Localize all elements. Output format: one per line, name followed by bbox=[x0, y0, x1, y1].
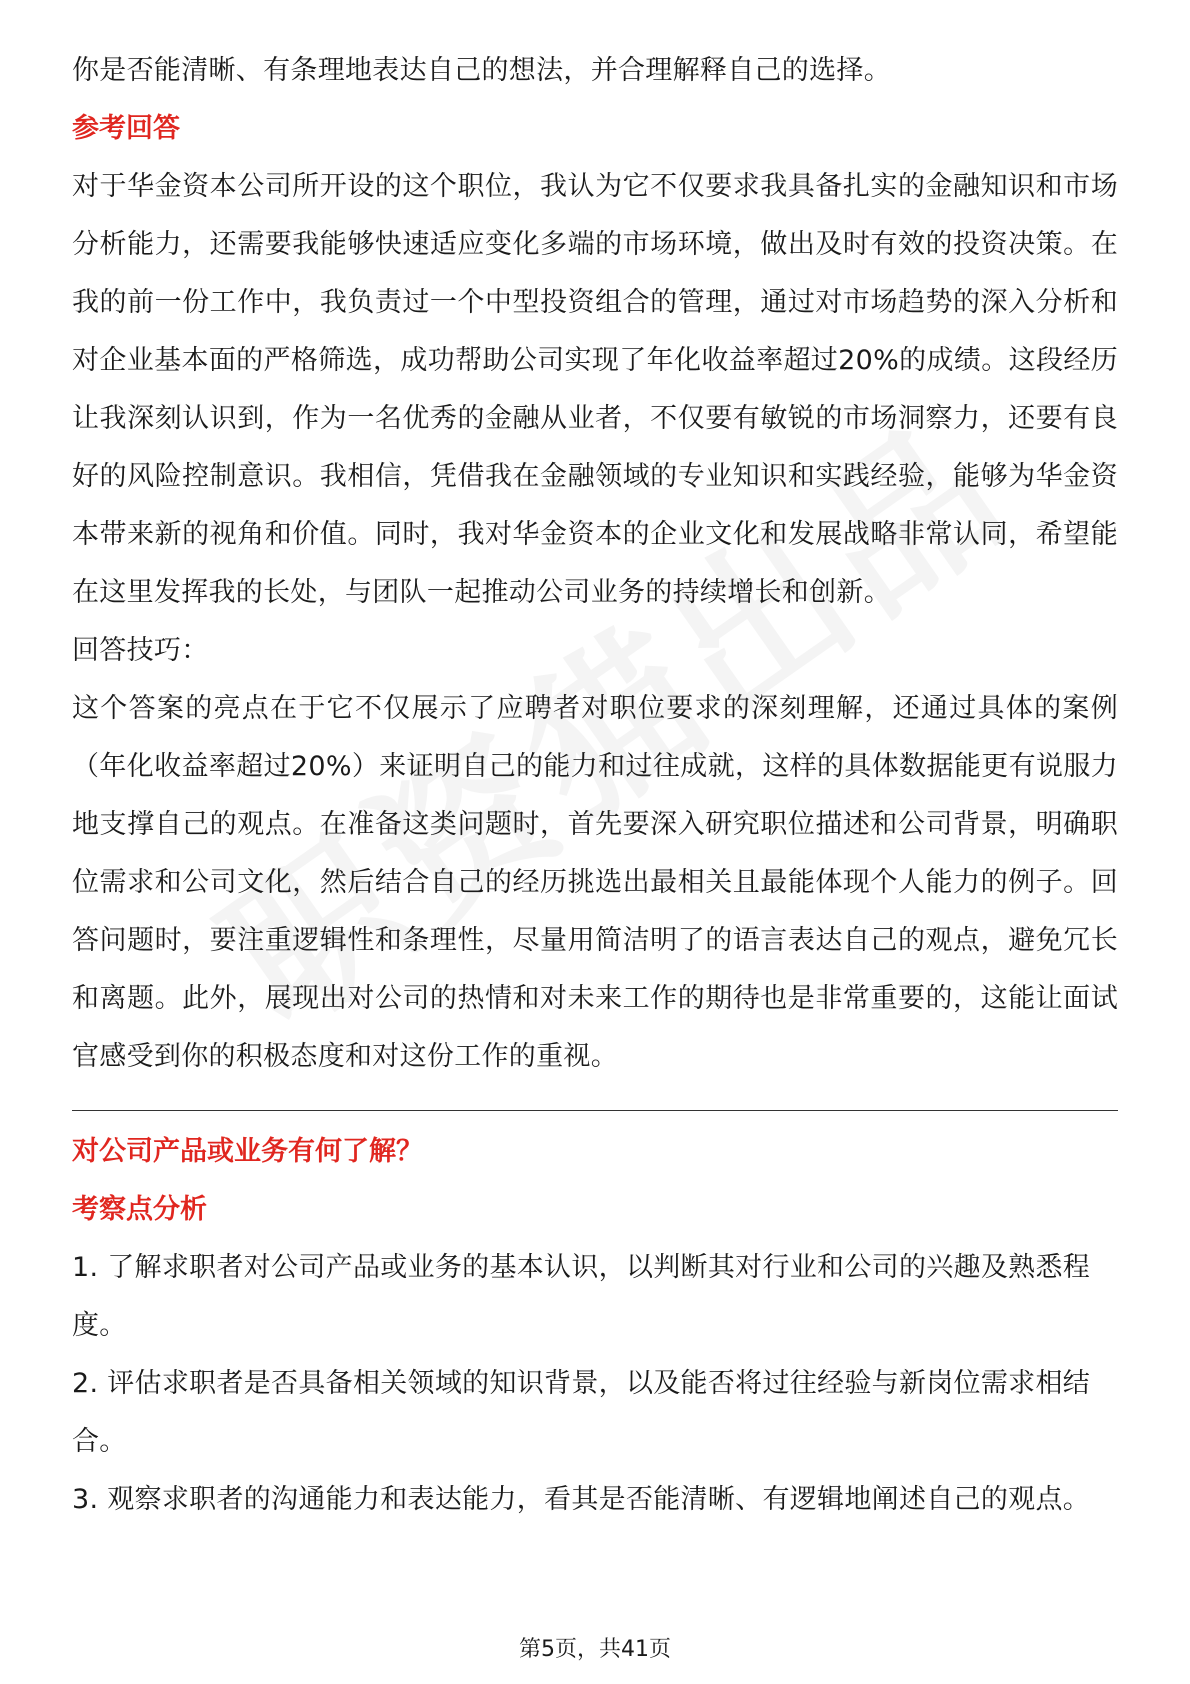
analysis-heading: 考察点分析 bbox=[72, 1194, 207, 1225]
intro-paragraph: 你是否能清晰、有条理地表达自己的想法，并合理解释自己的选择。 bbox=[72, 55, 891, 86]
answer-paragraph: 对于华金资本公司所开设的这个职位，我认为它不仅要求我具备扎实的金融知识和市场分析能力，还需要我能够快速适应变化多端的市场环境，做出及时有效的投资决策。在我的前一份工作中，我负责过一个中型投资组合的管理，通过对市场趋势的深入分析和对企业基本面的严格筛选，成功帮助公司实现了年化收益率超过20%的成绩。这段经历让我深刻认识到，作为一名优秀的金融从业者，不仅要有敏锐的市场洞察力，还要有良好的风险控制意识。我相信，凭借我在金融领域的专业知识和实践经验，能够为华金资本带来新的视角和价值。同时，我对华金资本的企业文化和发展战略非常认同，希望能在这里发挥我的长处，与团队一起推动公司业务的持续增长和创新。 bbox=[72, 171, 1118, 608]
section-divider bbox=[72, 1110, 1118, 1111]
tips-paragraph: 这个答案的亮点在于它不仅展示了应聘者对职位要求的深刻理解，还通过具体的案例（年化收益率超过20%）来证明自己的能力和过往成就，这样的具体数据能更有说服力地支撑自己的观点。在准备这类问题时，首先要深入研究职位描述和公司背景，明确职位需求和公司文化，然后结合自己的经历挑选出最相关且最能体现个人能力的例子。回答问题时，要注重逻辑性和条理性，尽量用简洁明了的语言表达自己的观点，避免冗长和离题。此外，展现出对公司的热情和对未来工作的期待也是非常重要的，这能让面试官感受到你的积极态度和对这份工作的重视。 bbox=[72, 693, 1118, 1072]
answer-heading: 参考回答 bbox=[72, 113, 180, 144]
analysis-item-1: 1. 了解求职者对公司产品或业务的基本认识，以判断其对行业和公司的兴趣及熟悉程度。 bbox=[72, 1252, 1091, 1341]
question-title: 对公司产品或业务有何了解？ bbox=[72, 1136, 423, 1167]
page-footer: 第5页，共41页 bbox=[519, 1637, 671, 1662]
page-content bbox=[72, 42, 1118, 1529]
tips-heading: 回答技巧： bbox=[72, 635, 209, 666]
analysis-item-3: 3. 观察求职者的沟通能力和表达能力，看其是否能清晰、有逻辑地阐述自己的观点。 bbox=[72, 1484, 1091, 1515]
analysis-item-2: 2. 评估求职者是否具备相关领域的知识背景，以及能否将过往经验与新岗位需求相结合。 bbox=[72, 1368, 1091, 1457]
